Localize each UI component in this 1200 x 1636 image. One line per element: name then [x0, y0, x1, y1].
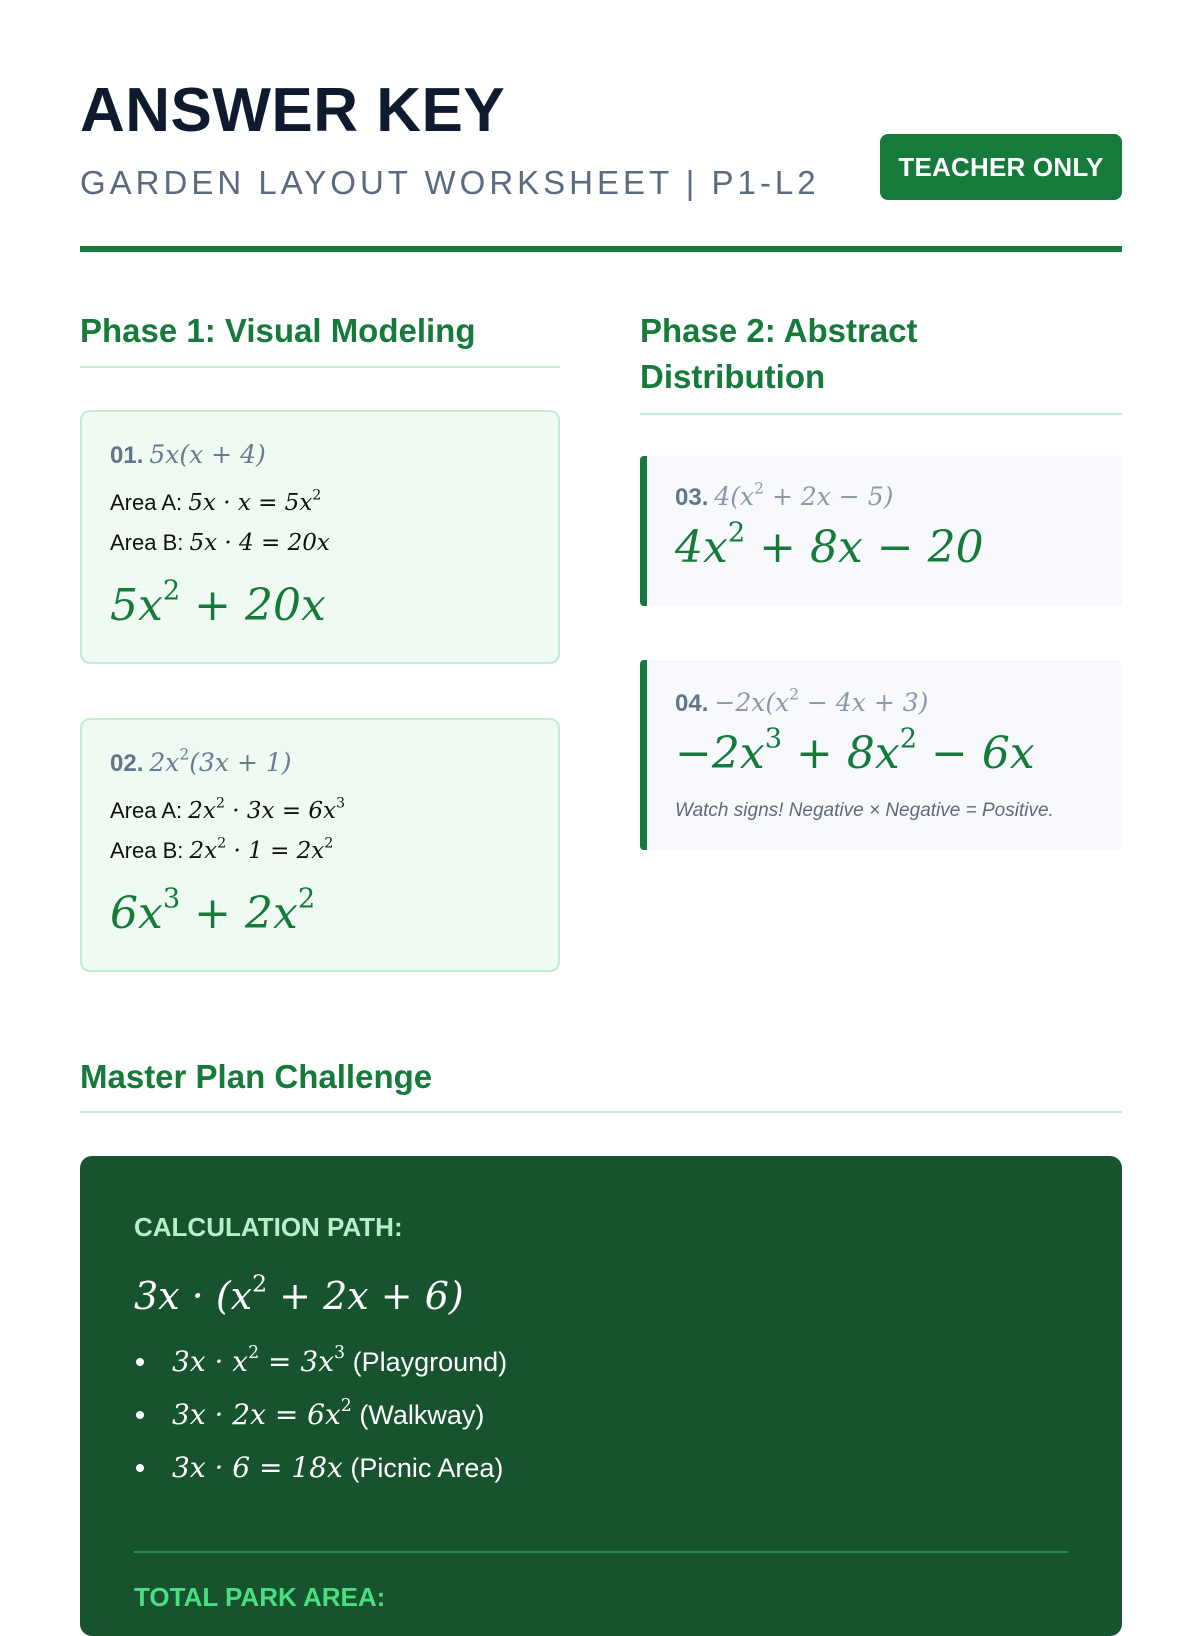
area-b-label: Area B:: [110, 838, 184, 863]
area-a-label: Area A:: [110, 798, 183, 823]
step-label: (Walkway): [359, 1400, 485, 1430]
answer-text: $-2x^3 + 8x^2 - 6x$: [675, 723, 1035, 779]
area-b-line: [110, 835, 334, 864]
area-a-math: $5x \cdot x = 5x^2$: [188, 487, 322, 516]
problem-number: 01.: [110, 442, 144, 469]
answer-text: $4x^2 + 8x - 20$: [675, 517, 984, 573]
step-label: (Picnic Area): [350, 1453, 504, 1483]
calculation-steps: [134, 1344, 507, 1503]
panel-divider: [134, 1551, 1068, 1553]
area-a-label: Area A:: [110, 490, 183, 515]
master-expression: $3x \cdot (x^2 + 2x + 6)$: [134, 1269, 464, 1318]
list-item: [134, 1344, 507, 1397]
problem-card-01: [80, 410, 560, 664]
phase2-heading: [640, 308, 918, 400]
calculation-path-label: CALCULATION PATH:: [134, 1212, 403, 1242]
header-divider: [80, 246, 1122, 252]
area-b-label: Area B:: [110, 530, 184, 555]
step-label: (Playground): [352, 1347, 508, 1377]
problem-number: 03.: [675, 484, 709, 511]
problem-expression: $4(x^2 + 2x - 5)$: [714, 479, 894, 511]
phase1-divider: [80, 366, 560, 368]
phase2-divider: [640, 413, 1122, 415]
problem-expression: $-2x(x^2 - 4x + 3)$: [714, 685, 929, 717]
problem-expression: 5x(x + 4): [149, 440, 266, 469]
total-park-area-label: TOTAL PARK AREA:: [134, 1582, 386, 1612]
area-a-line: [110, 795, 346, 824]
problem-card-04: [640, 660, 1122, 850]
bullet-icon: [136, 1358, 144, 1366]
problem-label: [110, 440, 266, 470]
master-heading: Master Plan Challenge: [80, 1058, 433, 1095]
step-math: $3x \cdot x^2 = 3x^3$: [172, 1342, 346, 1378]
step-math: $3x \cdot 2x = 6x^2$: [172, 1395, 352, 1431]
list-item: [134, 1450, 507, 1503]
master-plan-panel: [80, 1156, 1122, 1636]
phase2-heading-line2: Distribution: [640, 358, 826, 395]
page-subtitle: GARDEN LAYOUT WORKSHEET | P1-L2: [80, 164, 820, 201]
area-a-line: [110, 487, 322, 516]
problem-expression: $2x^2(3x + 1)$: [149, 745, 292, 777]
sign-warning-note: Watch signs! Negative × Negative = Positive.: [675, 800, 1054, 821]
phase1-heading: Phase 1: Visual Modeling: [80, 312, 476, 349]
area-b-math: 5x · 4 = 20x: [189, 530, 330, 556]
problem-number: 04.: [675, 690, 709, 717]
step-math: 3x · 6 = 18x: [172, 1451, 343, 1484]
teacher-only-badge: TEACHER ONLY: [880, 134, 1122, 200]
area-a-math: $2x^2 \cdot 3x = 6x^3$: [188, 795, 346, 824]
problem-label: [110, 745, 292, 778]
area-b-math: $2x^2 \cdot 1 = 2x^2$: [189, 835, 334, 864]
problem-label: [675, 479, 894, 512]
problem-number: 02.: [110, 750, 144, 777]
list-item: [134, 1397, 507, 1450]
page-title: ANSWER KEY: [80, 76, 506, 145]
problem-card-02: [80, 718, 560, 972]
phase2-heading-line1: Phase 2: Abstract: [640, 312, 918, 349]
answer-text: $5x^2 + 20x$: [110, 575, 326, 631]
problem-label: [675, 685, 929, 718]
problem-card-03: [640, 456, 1122, 606]
master-divider: [80, 1111, 1122, 1113]
bullet-icon: [136, 1411, 144, 1419]
answer-text: $6x^3 + 2x^2$: [110, 883, 316, 939]
area-b-line: [110, 530, 330, 556]
bullet-icon: [136, 1464, 144, 1472]
